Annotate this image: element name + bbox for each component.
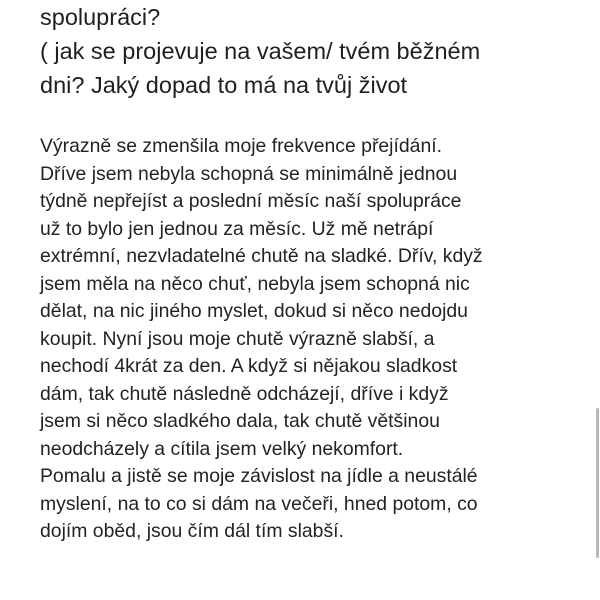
answer-line: jsem měla na něco chuť, nebyla jsem schopná nic	[40, 272, 470, 295]
question-text	[40, 0, 580, 102]
answer-line: Pomalu a jistě se moje závislost na jídle a neustálé	[40, 465, 478, 487]
answer-line: extrémní, nezvladatelné chutě na sladké. Dřív, když	[40, 245, 483, 267]
answer-text	[40, 133, 580, 546]
answer-line: myslení, na to co si dám na večeři, hned potom, co	[40, 492, 478, 515]
answer-line: Výrazně se zmenšila moje frekvence přejídání.	[40, 135, 443, 157]
answer-line: dám, tak chutě následně odcházejí, dříve i když	[40, 382, 449, 405]
question-line: dni? Jaký dopad to má na tvůj život	[40, 72, 408, 98]
answer-line: dojím oběd, jsou čím dál tím slabší.	[40, 520, 344, 542]
answer-line: už to bylo jen jednou za měsíc. Už mě netrápí	[40, 217, 434, 240]
answer-line: neodcházely a cítila jsem velký nekomfort.	[40, 437, 404, 460]
scrollbar[interactable]	[594, 0, 600, 600]
answer-line: dělat, na nic jiného myslet, dokud si něco nedojdu	[40, 300, 468, 322]
answer-line: nechodí 4krát za den. A když si nějakou sladkost	[40, 355, 458, 377]
answer-line: koupit. Nyní jsou moje chutě výrazně slabší, a	[40, 327, 435, 350]
scrollbar-thumb[interactable]	[596, 408, 599, 558]
answer-line: jsem si něco sladkého dala, tak chutě většinou	[40, 410, 440, 432]
answer-line: Dříve jsem nebyla schopná se minimálně jednou	[40, 162, 458, 185]
answer-line: týdně nepřejíst a poslední měsíc naší spolupráce	[40, 190, 462, 212]
question-line: ( jak se projevuje na vašem/ tvém běžném	[40, 38, 481, 64]
question-line: spolupráci?	[40, 4, 161, 30]
